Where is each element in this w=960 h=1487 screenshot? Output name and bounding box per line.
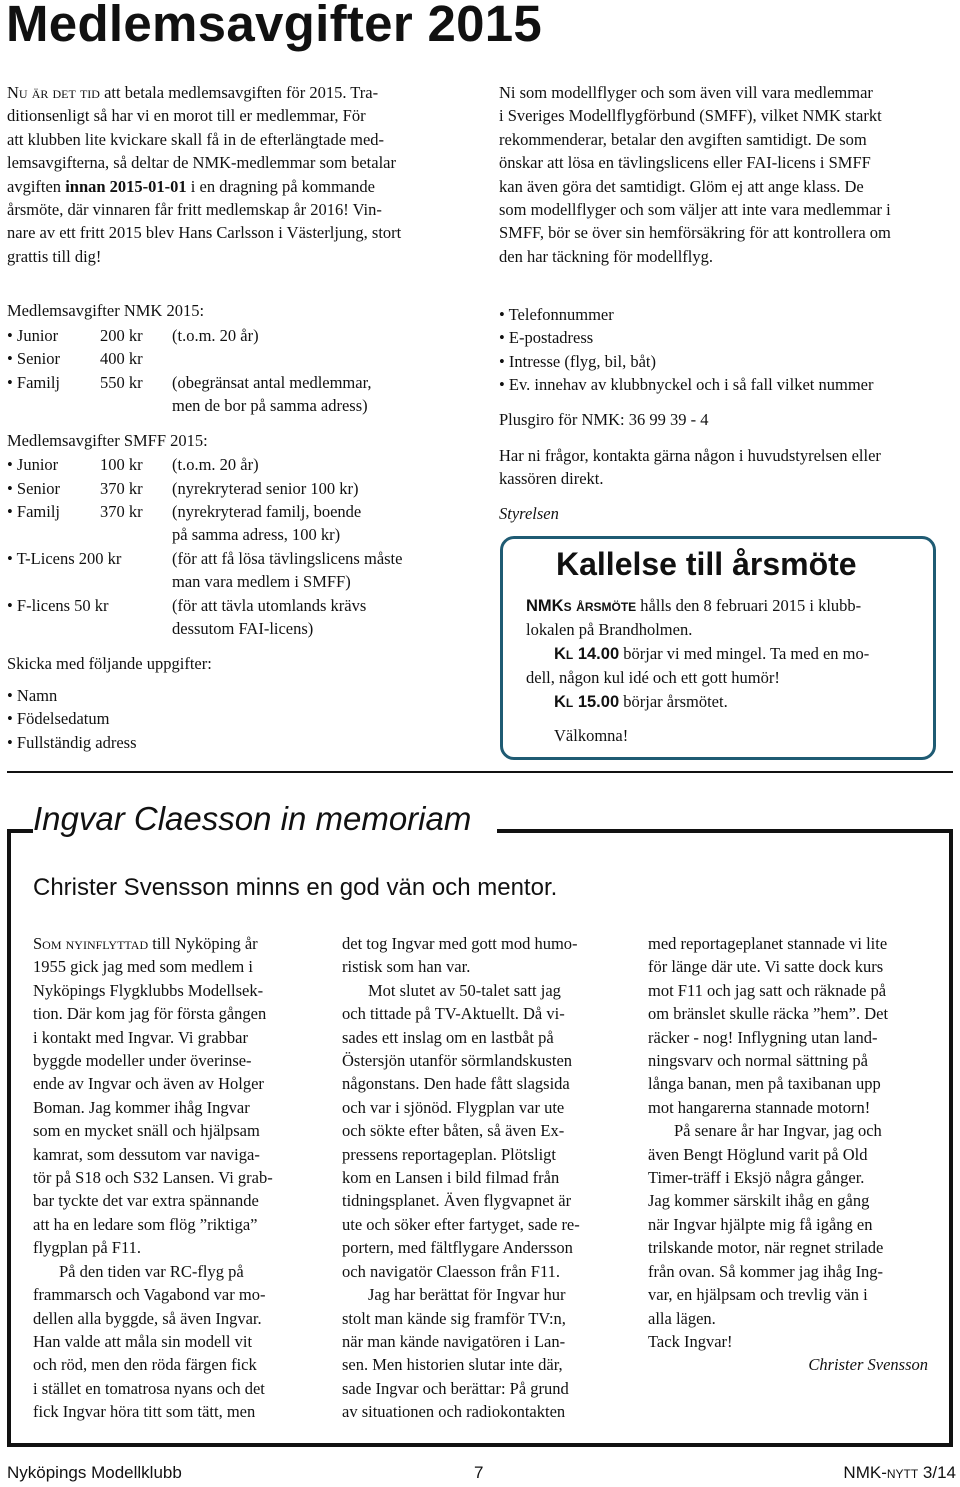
fee-name: • Junior <box>7 455 59 474</box>
section-divider <box>7 771 953 773</box>
plusgiro: Plusgiro för NMK: 36 99 39 - 4 <box>499 410 709 429</box>
smff-note-line: som modellflyger och som väljer att inte vara medlemmar i <box>499 200 891 220</box>
fee-price: 550 kr <box>100 373 143 392</box>
smff-fees-heading: Medlemsavgifter SMFF 2015: <box>7 431 208 450</box>
article-signature: Christer Svensson <box>808 1355 928 1375</box>
callout-lead: NMKs årsmöte <box>526 597 637 615</box>
fee-price: 370 kr <box>100 479 143 498</box>
frame-bottom <box>7 1443 953 1447</box>
nmk-fees-heading: Medlemsavgifter NMK 2015: <box>7 301 205 320</box>
fee-note: (för att tävla utomlands krävs <box>172 596 367 615</box>
intro-line: ditionsenligt så har vi en morot till er medlemmar, För <box>7 106 366 126</box>
article-thanks: Tack Ingvar! <box>648 1331 733 1351</box>
callout-time-1: Kl 14.00 <box>554 644 620 663</box>
footer-page-number: 7 <box>474 1463 484 1482</box>
smff-note-line: i Sveriges Modellflygförbund (SMFF), vilket NMK starkt <box>499 106 882 126</box>
send-info-list-right <box>499 303 873 397</box>
board-signature: Styrelsen <box>499 504 559 523</box>
send-info-heading: Skicka med följande uppgifter: <box>7 654 212 673</box>
list-item: • Ev. innehav av klubbnyckel och i så fall vilket nummer <box>499 375 874 395</box>
memoriam-subtitle: Christer Svensson minns en god vän och mentor. <box>33 874 558 901</box>
intro-line: årsmöte, där vinnaren får fritt medlemskap år 2016! Vin- <box>7 200 382 220</box>
intro-line: lemsavgifterna, så deltar de NMK-medlemmar som betalar <box>7 153 396 173</box>
memoriam-title: Ingvar Claesson in memoriam <box>33 800 472 837</box>
intro-line: att klubben lite kvickare skall få in de efterlängtade med- <box>7 129 385 149</box>
frame-top-right <box>497 829 953 833</box>
intro-line-5: avgiften innan 2015-01-01 i en dragning på kommande <box>7 176 375 196</box>
footer-club-name: Nyköpings Modellklubb <box>7 1463 182 1482</box>
smff-note-line: kan även göra det samtidigt. Glöm ej att ange klass. De <box>499 176 864 196</box>
footer-issue: NMK-nytt 3/14 <box>843 1463 956 1482</box>
frame-left <box>7 829 11 1447</box>
intro-line-1: Nu är det tid att betala medlemsavgiften för 2015. Tra- <box>7 83 379 102</box>
article-column-1: Som nyinflyttad till Nyköping år 1955 gick jag med som medlem i Nyköpings Flygklubbs Modellsek- tion. Där kom jag för första gången i kontakt med Ingvar. Vi grabbar byggde modeller under överinse- ende av Ingvar och även av Holger Boman. Jag kommer ihåg Ingvar som en mycket snäll och hjälpsam kamrat, som dessutom var naviga- tör på S18 och S32 Lansen. Vi grab- bar tyckte det var extra spännande att ha en ledare som flög ”riktiga” flygplan på F11. På den tiden var RC-flyg på frammarsch och Vagabond var mo- dellen alla byggde, så även Ingvar. Han valde att måla sin modell vit och röd, men den röda färgen fick i stället en tomatrosa nyans och det fick Ingvar höra titt som tätt, men <box>33 934 273 1422</box>
list-item: • Födelsedatum <box>7 709 110 729</box>
fee-price: 400 kr <box>100 349 143 368</box>
article-column-2: det tog Ingvar med gott mod humo- ristisk som han var. Mot slutet av 50-talet satt jag och tittade på TV-Aktuellt. Då vi- sades ett inslag om en lastbåt på Östersjön utanför sörmlandskusten någonstans. Den hade fått slagsida och var i sjönöd. Flygplan var ute och sökte efter båten, så även Ex- pressens reportageplan. Plötsligt kom en Lansen i bild filmad från tidningsplanet. Även flygvapnet är ute och söker efter fartyget, sade re- portern, med fältflygare Andersson och navigatör Claesson från F11. Jag har berättat för Ingvar hur stolt man kände sig framför TV:n, när man kände navigatören i Lan- sen. Men historien slutar inte där, sade Ingvar och berättar: På grund av situationen och radiokontakten <box>342 934 580 1422</box>
list-item: • Fullständig adress <box>7 732 137 752</box>
frame-right <box>949 829 953 1447</box>
fee-price: 370 kr <box>100 502 143 521</box>
intro-line: grattis till dig! <box>7 246 102 266</box>
list-item: • Intresse (flyg, bil, båt) <box>499 351 656 371</box>
callout-welcome: Välkomna! <box>554 726 629 746</box>
fee-name: • Senior <box>7 479 60 498</box>
fee-note: (obegränsat antal medlemmar, <box>172 373 372 392</box>
smff-note-line: rekommenderar, betalar den avgiften samtidigt. De som <box>499 129 867 149</box>
fee-price: 100 kr <box>100 455 143 474</box>
fee-note: (t.o.m. 20 år) <box>172 326 259 345</box>
send-info-list-left <box>7 684 137 754</box>
fee-note: (för att få lösa tävlingslicens måste <box>172 549 403 568</box>
smff-note-line: den har täckning för modellflyg. <box>499 246 713 266</box>
questions-text: Har ni frågor, kontakta gärna någon i huvudstyrelsen eller kassören direkt. <box>499 446 881 489</box>
smff-note <box>499 81 959 268</box>
fee-name: • Junior <box>7 326 59 345</box>
smff-note-line: önskar att lösa en tävlingslicens eller FAI-licens i SMFF <box>499 153 871 173</box>
fee-name: • F-licens 50 kr <box>7 596 109 615</box>
fee-name: • Familj <box>7 373 60 392</box>
fee-name: • Familj <box>7 502 60 521</box>
intro-lead: Nu är det tid <box>7 83 100 102</box>
fee-note: (nyrekryterad senior 100 kr) <box>172 479 359 498</box>
article-column-3: med reportageplanet stannade vi lite för länge där ute. Vi satte dock kurs mot F11 och jag satt och räknade på om bränslet skulle räcka ”hem”. Det räcker - nog! Inflygning utan land- ningsvarv och normal sättning på långa banan, men på taxibanan upp mot hangarerna stannade motorn! På senare år har Ingvar, jag och även Bengt Höglund varit på Old Timer-träff i Eksjö några gånger. Jag kommer särskilt ihåg en gång när Ingvar hjälpte mig få igång en trilskande motor, när regnet strilade från ovan. Så kommer jag ihåg Ing- var, en hjälpsam och trevlig vän i alla lägen. Tack Ingvar! Christer Svensson <box>648 932 928 1377</box>
fee-name: • Senior <box>7 349 60 368</box>
callout-body: NMKs årsmöte hålls den 8 februari 2015 i klubb- lokalen på Brandholmen. Kl 14.00 börjar vi med mingel. Ta med en mo- dell, någon kul idé och ett gott humör! Kl 15.00 börjar årsmötet. Välkomna! <box>526 594 869 747</box>
list-item: • E-postadress <box>499 328 594 348</box>
fee-note-cont: man vara medlem i SMFF) <box>172 572 351 591</box>
fee-note-cont: dessutom FAI-licens) <box>172 619 314 638</box>
list-item: • Namn <box>7 686 58 705</box>
article-lead: Som nyinflyttad <box>33 934 149 953</box>
page-title: Medlemsavgifter 2015 <box>6 0 543 52</box>
intro-line: nare av ett fritt 2015 blev Hans Carlsson i Västerljung, stort <box>7 223 402 243</box>
fee-note: (t.o.m. 20 år) <box>172 455 259 474</box>
list-item: • Telefonnummer <box>499 305 614 324</box>
fee-price: 200 kr <box>100 326 143 345</box>
fee-note-cont: men de bor på samma adress) <box>172 396 368 415</box>
smff-note-line: SMFF, bör se över sin hemförsäkring för att kontrollera om <box>499 223 891 243</box>
fee-note: (nyrekryterad familj, boende <box>172 502 362 521</box>
fee-note-cont: på samma adress, 100 kr) <box>172 525 341 544</box>
intro-deadline: innan 2015-01-01 <box>65 176 187 196</box>
intro-paragraph <box>7 81 467 268</box>
smff-note-line: Ni som modellflyger och som även vill vara medlemmar <box>499 83 873 102</box>
fee-name: • T-Licens 200 kr <box>7 549 122 568</box>
callout-title: Kallelse till årsmöte <box>556 546 857 582</box>
callout-time-2: Kl 15.00 <box>554 692 620 711</box>
